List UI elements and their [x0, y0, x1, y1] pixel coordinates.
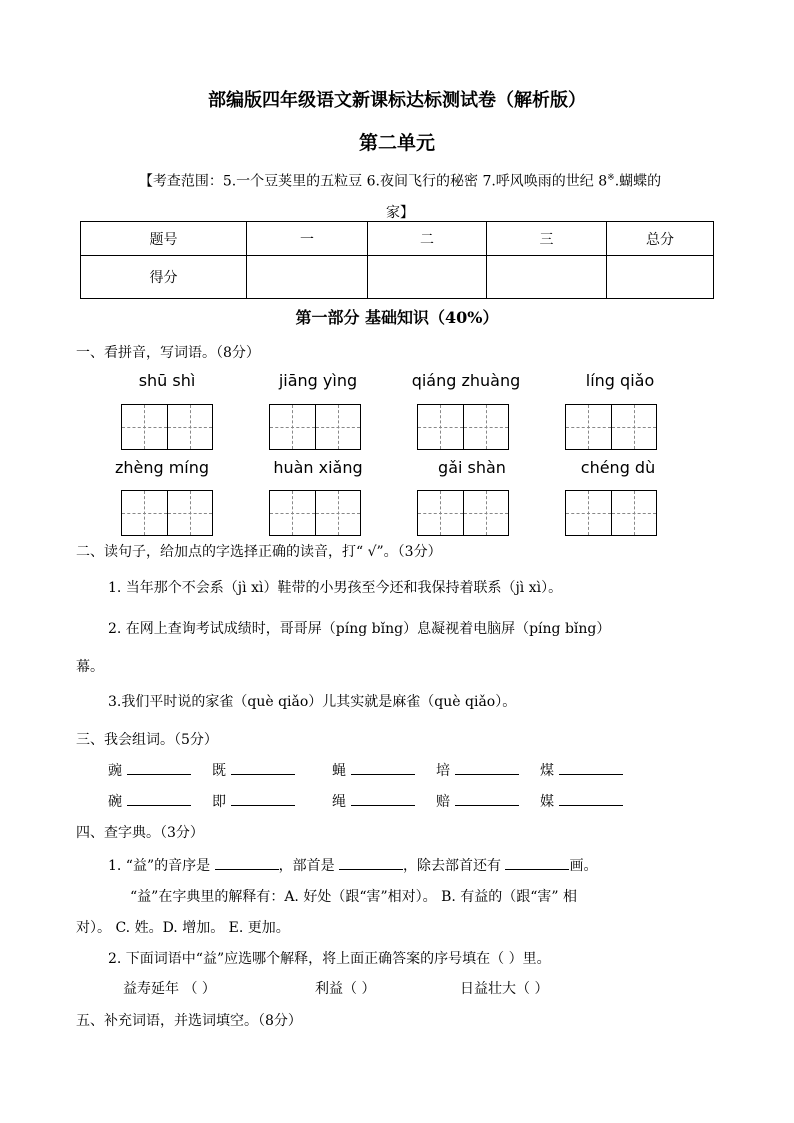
score-header-2: 二	[368, 222, 487, 256]
pinyin-label: huàn xiǎng	[273, 458, 363, 477]
word-blank[interactable]	[127, 774, 191, 775]
q2-sentence-2-cont: 幕。	[76, 659, 104, 675]
part1-title: 第一部分 基础知识（40%）	[295, 308, 499, 327]
q4-line-3: 对）。 C. 姓。D. 增加。 E. 更加。	[76, 920, 290, 936]
word-char: 既	[212, 763, 226, 779]
word-blank[interactable]	[559, 805, 623, 806]
score-table	[80, 221, 714, 299]
word-item[interactable]	[212, 760, 295, 780]
score-row-label: 得分	[81, 256, 247, 299]
word-item[interactable]	[332, 791, 415, 811]
word-char: 煤	[540, 763, 554, 779]
word-item[interactable]	[332, 760, 415, 780]
q4-l1-a: 1. “益”的音序是	[108, 858, 211, 874]
writing-grid[interactable]	[417, 404, 509, 450]
pinyin-label: gǎi shàn	[438, 458, 506, 477]
writing-grid[interactable]	[565, 490, 657, 536]
pinyin-label: jiāng yìng	[278, 371, 358, 390]
word-char: 媒	[540, 794, 554, 810]
bushou-blank[interactable]	[339, 869, 403, 870]
word-item[interactable]	[108, 760, 191, 780]
word-item[interactable]	[436, 760, 519, 780]
pinyin-label: líng qiǎo	[585, 371, 655, 390]
writing-grid[interactable]	[269, 404, 361, 450]
q2-sentence-1: 1. 当年那个不会系（jì xì）鞋带的小男孩至今还和我保持着联系（jì xì）。	[108, 580, 563, 596]
pinyin-label: qiáng zhuàng	[411, 371, 521, 390]
q4-word-3[interactable]: 日益壮大（ ）	[460, 981, 549, 997]
q4-line-2: “益”在字典里的解释有：A. 好处（跟“害”相对）。 B. 有益的（跟“害” 相	[130, 889, 578, 905]
q4-line-4: 2. 下面词语中“益”应选哪个解释，将上面正确答案的序号填在（ ）里。	[108, 951, 551, 967]
writing-grid[interactable]	[417, 490, 509, 536]
word-blank[interactable]	[231, 774, 295, 775]
q4-l1-b: ，部首是	[278, 858, 335, 874]
writing-grid[interactable]	[565, 404, 657, 450]
q2-sentence-3: 3.我们平时说的家雀（què qiǎo）儿其实就是麻雀（què qiǎo）。	[108, 694, 517, 710]
score-cell[interactable]	[368, 256, 487, 299]
score-cell[interactable]	[247, 256, 368, 299]
score-header-number: 题号	[81, 222, 247, 256]
score-header-1: 一	[247, 222, 368, 256]
pinyin-label: shū shì	[138, 371, 196, 390]
pinyin-label: chéng dù	[580, 458, 656, 477]
word-blank[interactable]	[455, 805, 519, 806]
word-blank[interactable]	[351, 774, 415, 775]
writing-grid[interactable]	[269, 490, 361, 536]
word-item[interactable]	[436, 791, 519, 811]
word-char: 绳	[332, 794, 346, 810]
word-blank[interactable]	[455, 774, 519, 775]
scope-line-1-end: .蝴蝶的	[614, 173, 662, 190]
exam-title: 部编版四年级语文新课标达标测试卷（解析版）	[208, 90, 586, 111]
q4-l1-c: ，除去部首还有	[403, 858, 502, 874]
score-cell[interactable]	[487, 256, 607, 299]
word-item[interactable]	[540, 760, 623, 780]
q2-title: 二、读句子，给加点的字选择正确的读音，打“ √”。（3分）	[76, 544, 442, 560]
exam-scope	[80, 163, 720, 229]
q4-word-1[interactable]: 益寿延年 （ ）	[123, 981, 216, 997]
word-char: 豌	[108, 763, 122, 779]
word-blank[interactable]	[127, 805, 191, 806]
q4-title: 四、查字典。（3分）	[76, 825, 204, 841]
q4-l1-d: 画。	[569, 858, 598, 874]
word-item[interactable]	[212, 791, 295, 811]
pinyin-label: zhèng míng	[114, 458, 210, 477]
word-blank[interactable]	[351, 805, 415, 806]
stroke-count-blank[interactable]	[505, 869, 569, 870]
writing-grid[interactable]	[121, 490, 213, 536]
word-char: 培	[436, 763, 450, 779]
word-char: 碗	[108, 794, 122, 810]
unit-title: 第二单元	[358, 132, 435, 154]
word-item[interactable]	[540, 791, 623, 811]
q4-line-1	[108, 855, 597, 875]
q1-title: 一、看拼音，写词语。（8分）	[76, 345, 260, 361]
score-cell-total[interactable]	[607, 256, 714, 299]
q4-word-2[interactable]: 利益（ ）	[315, 981, 376, 997]
writing-grid[interactable]	[121, 404, 213, 450]
yinxu-blank[interactable]	[215, 869, 279, 870]
score-header-total: 总分	[607, 222, 714, 256]
word-item[interactable]	[108, 791, 191, 811]
word-blank[interactable]	[559, 774, 623, 775]
scope-star: ※	[607, 173, 615, 183]
q3-title: 三、我会组词。（5分）	[76, 732, 218, 748]
word-char: 即	[212, 794, 226, 810]
word-blank[interactable]	[231, 805, 295, 806]
q2-sentence-2: 2. 在网上查询考试成绩时，哥哥屏（píng bǐng）息凝视着电脑屏（píng bǐng）	[108, 621, 611, 637]
scope-line-1: 【考查范围：5.一个豆荚里的五粒豆 6.夜间飞行的秘密 7.呼风唤雨的世纪 8	[138, 173, 608, 190]
score-header-3: 三	[487, 222, 607, 256]
word-char: 蝇	[332, 763, 346, 779]
word-char: 赔	[436, 794, 450, 810]
scope-line-2: 家】	[386, 204, 414, 221]
q5-title: 五、补充词语，并选词填空。（8分）	[76, 1013, 302, 1029]
